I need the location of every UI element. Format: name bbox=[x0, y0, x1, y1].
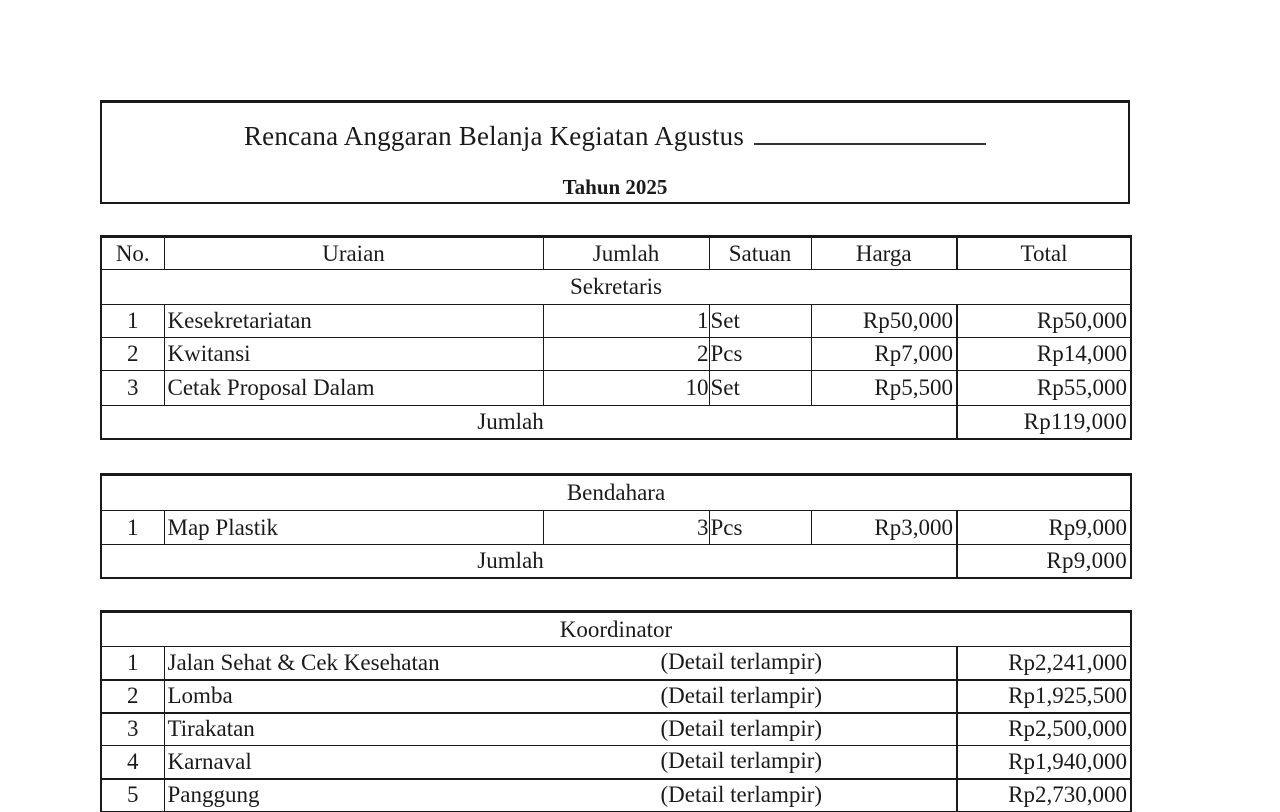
table-row bbox=[101, 305, 1131, 338]
subtotal-value: Rp119,000 bbox=[957, 406, 1131, 439]
row-jumlah: 1 bbox=[543, 305, 709, 338]
table-row bbox=[101, 647, 1131, 680]
row-jumlah: 10 bbox=[543, 371, 709, 406]
table-row bbox=[101, 779, 1131, 812]
row-detail: (Detail terlampir) bbox=[660, 748, 823, 773]
row-total: Rp55,000 bbox=[957, 371, 1131, 406]
row-total: Rp2,241,000 bbox=[957, 647, 1131, 680]
row-satuan: Set bbox=[709, 371, 811, 406]
row-uraian: Kesekretariatan bbox=[164, 305, 543, 338]
row-uraian: Panggung bbox=[167, 782, 260, 808]
title-box bbox=[100, 100, 1130, 204]
table-row bbox=[101, 713, 1131, 746]
row-uraian-cell bbox=[164, 713, 957, 746]
row-no: 5 bbox=[101, 779, 164, 812]
row-no: 3 bbox=[101, 371, 164, 406]
row-uraian-cell bbox=[164, 779, 957, 812]
subtotal-row bbox=[101, 545, 1131, 578]
table-koordinator bbox=[100, 610, 1132, 812]
section-title-sekretaris: Sekretaris bbox=[101, 270, 1131, 305]
row-harga: Rp3,000 bbox=[811, 511, 957, 545]
document-subtitle: Tahun 2025 bbox=[562, 175, 668, 199]
row-jumlah: 3 bbox=[543, 511, 709, 545]
row-no: 3 bbox=[101, 713, 164, 746]
row-detail: (Detail terlampir) bbox=[660, 715, 823, 741]
title-blank-line bbox=[754, 123, 986, 145]
row-harga: Rp5,500 bbox=[811, 371, 957, 406]
header-uraian: Uraian bbox=[164, 237, 543, 270]
row-detail: (Detail terlampir) bbox=[660, 781, 823, 807]
row-detail: (Detail terlampir) bbox=[660, 682, 823, 708]
row-total: Rp1,925,500 bbox=[957, 680, 1131, 713]
row-satuan: Pcs bbox=[709, 511, 811, 545]
row-no: 1 bbox=[101, 647, 164, 680]
row-uraian-cell bbox=[164, 647, 957, 680]
table-row bbox=[101, 680, 1131, 713]
row-total: Rp2,500,000 bbox=[957, 713, 1131, 746]
header-total: Total bbox=[957, 237, 1131, 270]
row-no: 4 bbox=[101, 746, 164, 779]
subtotal-value: Rp9,000 bbox=[957, 545, 1131, 578]
row-jumlah: 2 bbox=[543, 338, 709, 371]
header-no: No. bbox=[101, 237, 164, 270]
subtotal-label: Jumlah bbox=[101, 545, 957, 578]
row-satuan: Set bbox=[709, 305, 811, 338]
section-title-bendahara: Bendahara bbox=[101, 475, 1131, 511]
row-no: 2 bbox=[101, 680, 164, 713]
section-title-koordinator: Koordinator bbox=[101, 612, 1131, 647]
row-uraian: Map Plastik bbox=[164, 511, 543, 545]
row-uraian: Karnaval bbox=[167, 748, 252, 774]
table-header-row bbox=[101, 237, 1131, 270]
document-title-line bbox=[102, 121, 1128, 152]
row-uraian: Lomba bbox=[167, 683, 233, 708]
row-no: 1 bbox=[101, 305, 164, 338]
row-harga: Rp50,000 bbox=[811, 305, 957, 338]
table-sekretaris bbox=[100, 235, 1132, 440]
header-satuan: Satuan bbox=[709, 237, 811, 270]
row-uraian: Cetak Proposal Dalam bbox=[164, 371, 543, 406]
header-jumlah: Jumlah bbox=[543, 237, 709, 270]
row-no: 1 bbox=[101, 511, 164, 545]
row-total: Rp50,000 bbox=[957, 305, 1131, 338]
row-no: 2 bbox=[101, 338, 164, 371]
section-header-row bbox=[101, 475, 1131, 511]
row-uraian-cell bbox=[164, 746, 957, 779]
table-row bbox=[101, 511, 1131, 545]
row-harga: Rp7,000 bbox=[811, 338, 957, 371]
row-uraian-cell bbox=[164, 680, 957, 713]
subtotal-row bbox=[101, 406, 1131, 439]
header-harga: Harga bbox=[811, 237, 957, 270]
section-header-row bbox=[101, 270, 1131, 305]
row-total: Rp2,730,000 bbox=[957, 779, 1131, 812]
row-total: Rp1,940,000 bbox=[957, 746, 1131, 779]
table-row bbox=[101, 746, 1131, 779]
row-uraian: Tirakatan bbox=[167, 716, 255, 742]
row-total: Rp14,000 bbox=[957, 338, 1131, 371]
row-uraian: Jalan Sehat & Cek Kesehatan bbox=[167, 649, 440, 675]
table-row bbox=[101, 371, 1131, 406]
subtotal-label: Jumlah bbox=[101, 406, 957, 439]
section-header-row bbox=[101, 612, 1131, 647]
document-title: Rencana Anggaran Belanja Kegiatan Agustus bbox=[243, 121, 745, 151]
table-bendahara bbox=[100, 473, 1132, 579]
row-uraian: Kwitansi bbox=[164, 338, 543, 371]
table-row bbox=[101, 338, 1131, 371]
row-satuan: Pcs bbox=[709, 338, 811, 371]
row-total: Rp9,000 bbox=[957, 511, 1131, 545]
row-detail: (Detail terlampir) bbox=[660, 649, 823, 674]
